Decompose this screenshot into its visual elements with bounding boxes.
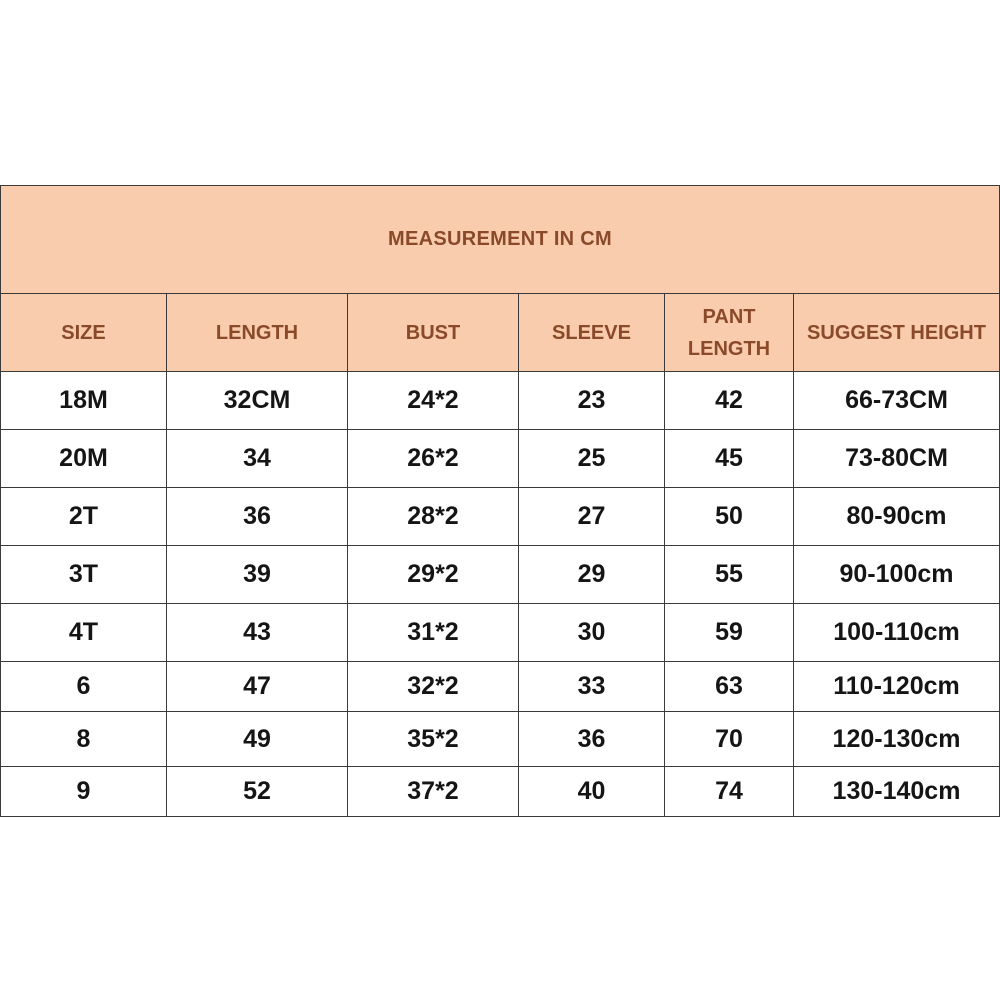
- cell-length: 52: [167, 767, 348, 817]
- cell-bust: 29*2: [348, 546, 519, 604]
- table-row: [1, 767, 1000, 817]
- cell-suggest-height: 80-90cm: [794, 488, 1000, 546]
- cell-length: 32CM: [167, 372, 348, 430]
- cell-suggest-height: 120-130cm: [794, 712, 1000, 767]
- header-row: [1, 294, 1000, 372]
- cell-sleeve: 27: [519, 488, 665, 546]
- cell-sleeve: 25: [519, 430, 665, 488]
- cell-bust: 24*2: [348, 372, 519, 430]
- cell-sleeve: 36: [519, 712, 665, 767]
- cell-length: 36: [167, 488, 348, 546]
- size-chart-table: [0, 185, 1000, 817]
- cell-length: 43: [167, 604, 348, 662]
- cell-bust: 37*2: [348, 767, 519, 817]
- header-suggest-height: SUGGEST HEIGHT: [794, 294, 1000, 372]
- table-row: [1, 372, 1000, 430]
- cell-bust: 28*2: [348, 488, 519, 546]
- cell-length: 34: [167, 430, 348, 488]
- cell-size: 18M: [1, 372, 167, 430]
- cell-length: 47: [167, 662, 348, 712]
- cell-size: 8: [1, 712, 167, 767]
- table-row: [1, 712, 1000, 767]
- cell-suggest-height: 73-80CM: [794, 430, 1000, 488]
- cell-suggest-height: 110-120cm: [794, 662, 1000, 712]
- cell-sleeve: 40: [519, 767, 665, 817]
- cell-pant-length: 59: [665, 604, 794, 662]
- cell-pant-length: 42: [665, 372, 794, 430]
- cell-length: 49: [167, 712, 348, 767]
- header-bust: BUST: [348, 294, 519, 372]
- header-length: LENGTH: [167, 294, 348, 372]
- table-row: [1, 662, 1000, 712]
- cell-sleeve: 30: [519, 604, 665, 662]
- header-pant-length-line1: PANT: [702, 305, 756, 328]
- cell-pant-length: 63: [665, 662, 794, 712]
- chart-title: MEASUREMENT IN CM: [1, 186, 1000, 294]
- table-row: [1, 430, 1000, 488]
- cell-sleeve: 23: [519, 372, 665, 430]
- cell-size: 20M: [1, 430, 167, 488]
- header-pant-length: [665, 294, 794, 372]
- cell-pant-length: 45: [665, 430, 794, 488]
- cell-bust: 35*2: [348, 712, 519, 767]
- cell-size: 6: [1, 662, 167, 712]
- cell-pant-length: 70: [665, 712, 794, 767]
- cell-suggest-height: 130-140cm: [794, 767, 1000, 817]
- table-row: [1, 546, 1000, 604]
- cell-length: 39: [167, 546, 348, 604]
- cell-size: 9: [1, 767, 167, 817]
- cell-suggest-height: 100-110cm: [794, 604, 1000, 662]
- header-pant-length-line2: LENGTH: [687, 337, 771, 360]
- table-row: [1, 488, 1000, 546]
- cell-suggest-height: 66-73CM: [794, 372, 1000, 430]
- header-sleeve: SLEEVE: [519, 294, 665, 372]
- cell-bust: 31*2: [348, 604, 519, 662]
- cell-size: 2T: [1, 488, 167, 546]
- table-row: [1, 604, 1000, 662]
- cell-size: 3T: [1, 546, 167, 604]
- cell-bust: 26*2: [348, 430, 519, 488]
- cell-sleeve: 29: [519, 546, 665, 604]
- cell-suggest-height: 90-100cm: [794, 546, 1000, 604]
- cell-size: 4T: [1, 604, 167, 662]
- title-row: [1, 186, 1000, 294]
- header-size: SIZE: [1, 294, 167, 372]
- cell-sleeve: 33: [519, 662, 665, 712]
- cell-pant-length: 55: [665, 546, 794, 604]
- cell-bust: 32*2: [348, 662, 519, 712]
- cell-pant-length: 74: [665, 767, 794, 817]
- cell-pant-length: 50: [665, 488, 794, 546]
